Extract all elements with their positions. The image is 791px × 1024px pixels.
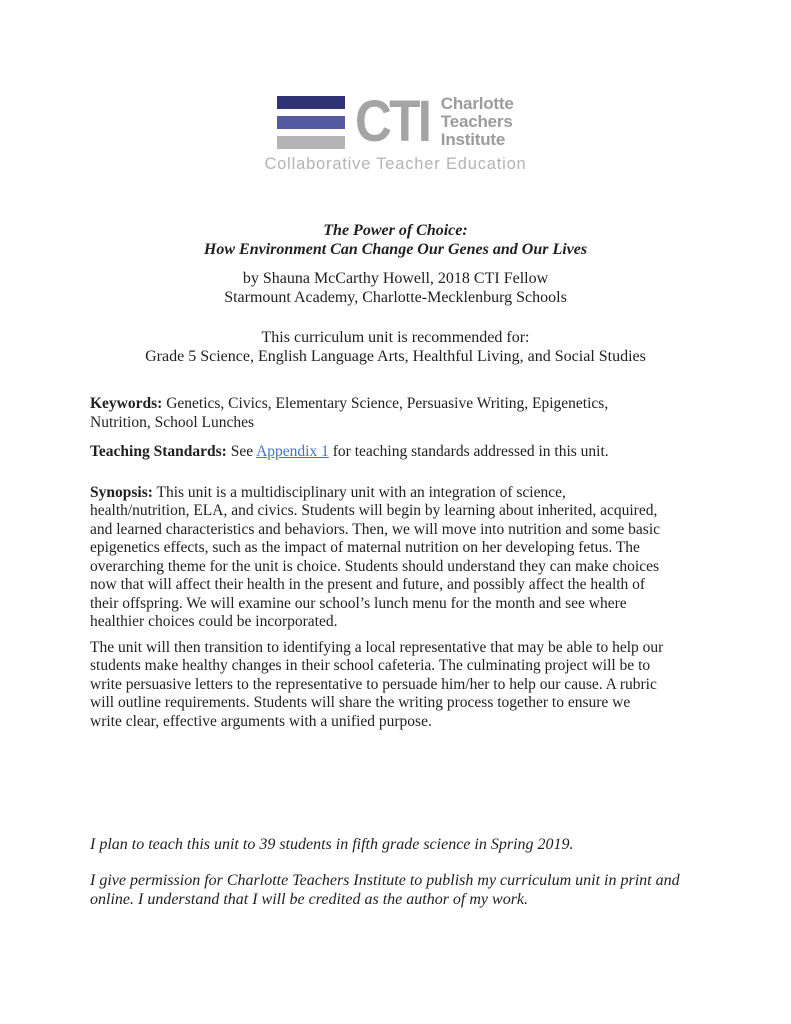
byline-author: by Shauna McCarthy Howell, 2018 CTI Fellow: [242, 270, 549, 287]
synopsis-section: [90, 484, 721, 632]
synopsis-line: epigenetics effects, such as the impact of maternal nutrition on her developing fetus. The: [90, 539, 640, 556]
cti-logo-letters: CTI: [355, 89, 430, 154]
paragraph-line: students make healthy changes in their school cafeteria. The culminating project will be to: [90, 657, 651, 674]
teaching-standards-section: [90, 443, 721, 462]
recommended-for-line2: Grade 5 Science, English Language Arts, Healthful Living, and Social Studies: [145, 348, 646, 365]
synopsis-line: health/nutrition, ELA, and civics. Students will begin by learning about inherited, acquired,: [90, 502, 658, 519]
teaching-standards-label: Teaching Standards:: [90, 443, 227, 460]
synopsis-line: and learned characteristics and behaviors. Then, we will move into nutrition and some basic: [90, 520, 661, 538]
unit-transition-paragraph: [90, 639, 721, 732]
permission-note: [90, 871, 721, 909]
teaching-plan-note: [90, 835, 721, 854]
teaching-standards-after-link: for teaching standards addressed in this unit.: [328, 443, 609, 460]
cti-logo-name: [441, 95, 514, 149]
recommended-for: [0, 328, 791, 366]
synopsis-line: healthier choices could be incorporated.: [90, 613, 338, 630]
permission-note-line: I give permission for Charlotte Teachers Institute to publish my curriculum unit in print and: [90, 872, 680, 889]
synopsis-line1-text: This unit is a multidisciplinary unit with an integration of science,: [152, 483, 566, 501]
paragraph-line: write persuasive letters to the representative to persuade him/her to help our cause. A rubric: [90, 675, 657, 693]
keywords-line1: [90, 395, 721, 414]
cti-logo-bar-gray: [277, 136, 345, 149]
cti-logo-name-line3: Institute: [440, 130, 506, 149]
paragraph-line: will outline requirements. Students will share the writing process together to ensure we: [90, 694, 631, 711]
keywords-line2: Nutrition, School Lunches: [90, 413, 255, 431]
cti-logo-tagline: Collaborative Teacher Education: [264, 155, 527, 173]
unit-title-line1: The Power of Choice:: [323, 222, 468, 239]
byline: [0, 269, 791, 307]
teaching-standards-line: [90, 443, 721, 462]
cti-logo-row: [277, 89, 514, 154]
paragraph-line: write clear, effective arguments with a unified purpose.: [90, 712, 432, 730]
recommended-for-line1: This curriculum unit is recommended for:: [261, 329, 530, 346]
paragraph-line: The unit will then transition to identifying a local representative that may be able to help our: [90, 638, 664, 656]
teaching-plan-note-line: I plan to teach this unit to 39 students in fifth grade science in Spring 2019.: [90, 836, 574, 853]
permission-note-line: online. I understand that I will be credited as the author of my work.: [90, 891, 529, 908]
synopsis-line: their offspring. We will examine our school’s lunch menu for the month and see where: [90, 594, 627, 612]
synopsis-line: overarching theme for the unit is choice. Students should understand they can make choices: [90, 557, 660, 575]
keywords-label: Keywords:: [90, 395, 163, 412]
cti-logo-name-line2: Teachers: [440, 112, 513, 131]
byline-school: Starmount Academy, Charlotte-Mecklenburg Schools: [224, 289, 567, 306]
cti-logo-name-line1: Charlotte: [440, 94, 514, 113]
cti-logo-bars-icon: [277, 96, 345, 149]
synopsis-line: now that will affect their health in the present and future, and possibly affect the health of: [90, 576, 646, 593]
cti-logo: [0, 0, 791, 174]
keywords-values-line1: Genetics, Civics, Elementary Science, Persuasive Writing, Epigenetics,: [162, 395, 609, 412]
synopsis-label: Synopsis:: [90, 483, 153, 501]
teaching-standards-before-link: See: [226, 443, 257, 460]
synopsis-line: [90, 484, 721, 503]
appendix-1-link[interactable]: Appendix 1: [256, 443, 329, 460]
unit-title: [0, 221, 791, 259]
cti-logo-bar-medium: [277, 116, 345, 129]
keywords-section: [90, 395, 721, 432]
cti-logo-bar-dark: [277, 96, 345, 109]
unit-title-line2: How Environment Can Change Our Genes and Our Lives: [203, 241, 588, 258]
